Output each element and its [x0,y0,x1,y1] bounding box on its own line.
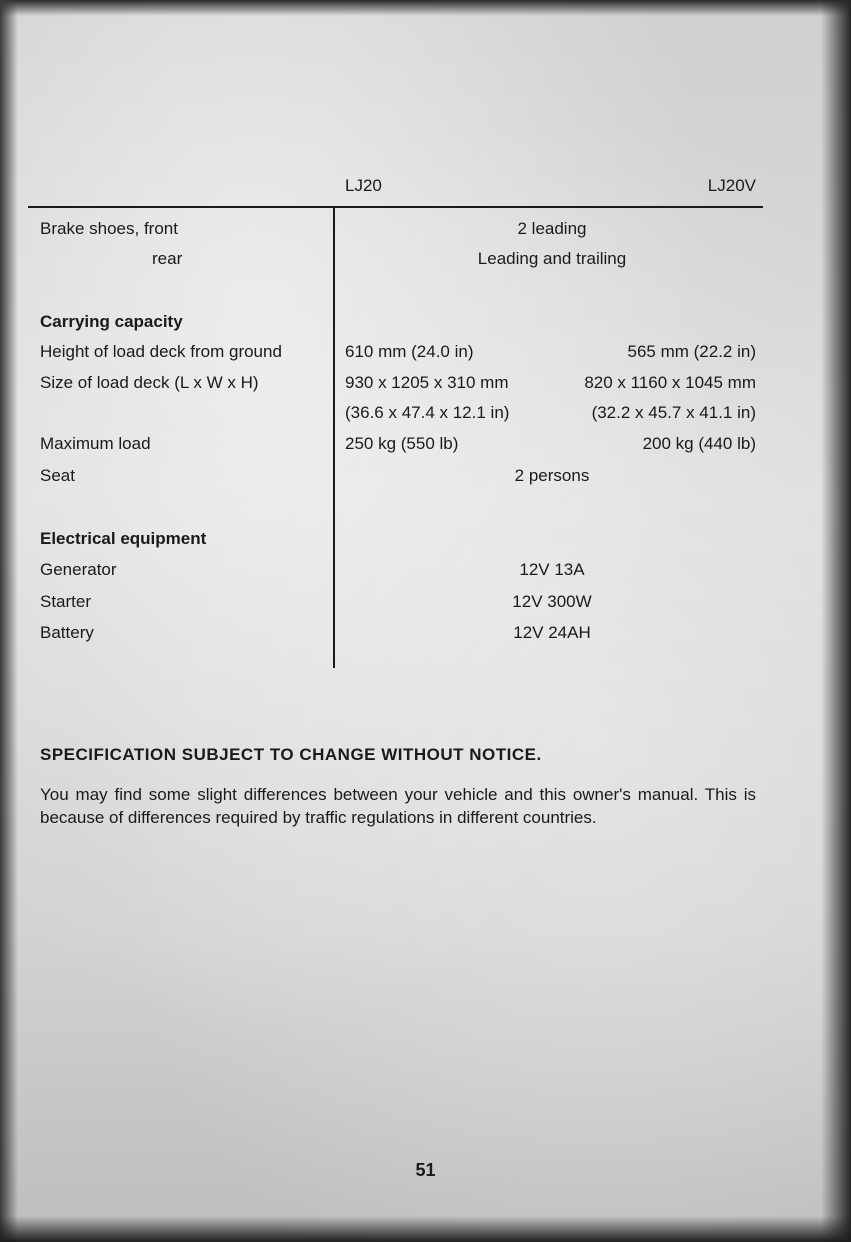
notice-title: SPECIFICATION SUBJECT TO CHANGE WITHOUT NOTICE. [40,745,542,764]
max-load-label: Maximum load [40,434,151,453]
column-divider [333,206,335,668]
generator-value: 12V 13A [519,560,585,579]
size-lj20v-in: (32.2 x 45.7 x 41.1 in) [591,403,756,422]
brake-rear-label: rear [152,249,183,268]
size-label: Size of load deck (L x W x H) [40,373,259,392]
generator-label: Generator [40,560,117,579]
seat-value: 2 persons [514,466,590,485]
notice-body: You may find some slight differences between your vehicle and this owner's manual. This is because of differences required by traffic regulations in different countries. [40,785,756,827]
brake-rear-value: Leading and trailing [477,249,627,268]
starter-label: Starter [40,592,92,611]
height-lj20v: 565 mm (22.2 in) [627,342,756,361]
column-header-lj20: LJ20 [345,176,382,195]
height-lj20: 610 mm (24.0 in) [345,342,474,361]
battery-label: Battery [40,623,94,642]
size-lj20-mm: 930 x 1205 x 310 mm [345,373,509,392]
size-lj20v-mm: 820 x 1160 x 1045 mm [584,373,756,392]
size-lj20-in: (36.6 x 47.4 x 12.1 in) [345,403,510,422]
electrical-heading: Electrical equipment [40,529,207,548]
brake-front-value: 2 leading [517,219,587,238]
starter-value: 12V 300W [512,592,592,611]
battery-value: 12V 24AH [513,623,591,642]
header-rule [28,206,763,208]
height-label: Height of load deck from ground [40,342,282,361]
page-number: 51 [415,1160,436,1180]
brake-front-label: Brake shoes, front [40,219,178,238]
column-header-lj20v: LJ20V [707,176,756,195]
max-load-lj20v: 200 kg (440 lb) [642,434,756,453]
max-load-lj20: 250 kg (550 lb) [345,434,459,453]
seat-label: Seat [40,466,75,485]
carrying-capacity-heading: Carrying capacity [40,312,183,331]
